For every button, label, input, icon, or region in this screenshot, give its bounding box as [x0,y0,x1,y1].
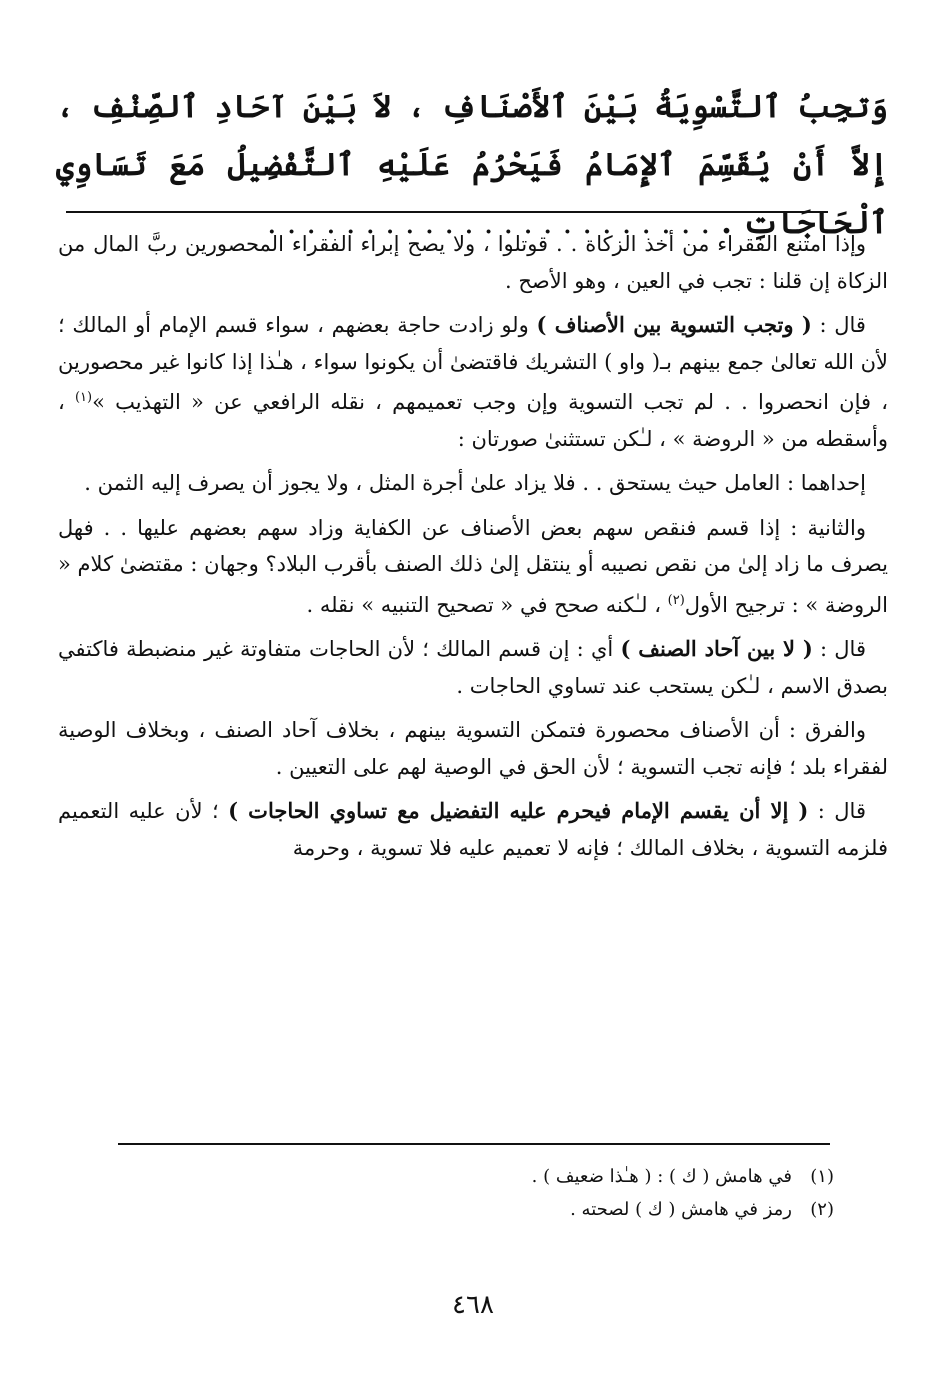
footnote-ref-1: (١) [74,390,93,405]
paragraph-1: وإذا امتنع الفقراء من أخذ الزكاة . . قوتلوا ، ولا يصح إبراء الفقراء المحصورين ربَّ المال من الزكاة إن قلنا : تجب في العين ، وهو الأصح . [58,232,888,293]
paragraph-7: قال : ( إلا أن يقسم الإمام فيحرم عليه التفضيل مع تساوي الحاجات ) ؛ لأن عليه التعميم فلزمه التسوية ، بخلاف المالك ؛ فإنه لا تعميم عليه فلا تسوية ، وحرمة [58,798,888,860]
footnote-2: (٢)رمز في هامش ( ك ) لصحته . [570,1199,834,1220]
paragraph-4: والثانية : إذا قسم فنقص سهم بعض الأصناف عن الكفاية وزاد سهم بعضهم عليها . . فهل يصرف ما زاد إلىٰ من نقص نصيبه أو ينتقل إلىٰ ذلك الصنف بأقرب البلاد؟ وجهان : مقتضىٰ كلام « الروضة » : ترجيح الأول$^{(٢)}$ ، لـٰكنه صحح في « تصحيح التنبيه » نقله . [58,515,888,617]
footnote-rule [118,1143,830,1145]
matn-line: وَتجِبُ ٱلتَّسْوِيَةُ بَيْنَ ٱلأَصْنَافِ ، لاَ بَيْنَ آحَادِ ٱلصِّنْفِ ، إِلاَّ أَنْ يُقَسِّمَ ٱلإِمَامُ فَيَحْرُمُ عَلَيْهِ ٱلتَّفْضِيلُ مَعَ تَسَاوِي ٱلْحَاجَاتِ . [56,89,888,241]
paragraph-2: قال : ( وتجب التسوية بين الأصناف ) ولو زادت حاجة بعضهم ، سواء قسم الإمام أو المالك ؛ لأن الله تعالىٰ جمع بينهم بـ( واو ) التشريك فاقتضىٰ أن يكونوا سواء ، هـٰذا إذا كانوا غير محصورين ، فإن انحصروا . . لم تجب التسوية وإن وجب تعميمهم ، نقله الرافعي عن « التهذيب »$^{(١)}$ ، وأسقطه من « الروضة » ، لـٰكن تستثنىٰ صورتان : [58,312,888,451]
commentary-body [58,226,888,874]
paragraph-5: قال : ( لا بين آحاد الصنف ) أي : إن قسم المالك ؛ لأن الحاجات متفاوتة غير منضبطة فاكتفي بصدق الاسم ، لـٰكن يستحب عند تساوي الحاجات . [58,636,888,698]
header-rule [66,211,828,213]
quoted-matn: ( إلا أن يقسم الإمام فيحرم عليه التفضيل مع تساوي الحاجات ) [228,798,809,823]
matn-dots: . . . . . . . . . . . . . . . . . . . . . . . [266,205,711,241]
paragraph-6: والفرق : أن الأصناف محصورة فتمكن التسوية بينهم ، بخلاف آحاد الصنف ، وبخلاف الوصية لفقراء بلد ؛ فإنه تجب التسوية ؛ لأن الحق في الوصية لهم على التعيين . [58,718,888,779]
paragraph-3: إحداهما : العامل حيث يستحق . . فلا يزاد علىٰ أجرة المثل ، ولا يجوز أن يصرف إليه الثمن . [84,471,866,495]
footnotes [300,1160,834,1226]
quoted-matn: ( لا بين آحاد الصنف ) [620,636,813,661]
quoted-matn: ( وتجب التسوية بين الأصناف ) [536,312,812,337]
footnote-ref-2: (٢) [667,592,685,608]
footnote-1: (١)في هامش ( ك ) : ( هـٰذا ضعيف ) . [531,1166,834,1187]
page-number: ٤٦٨ [452,1290,494,1320]
